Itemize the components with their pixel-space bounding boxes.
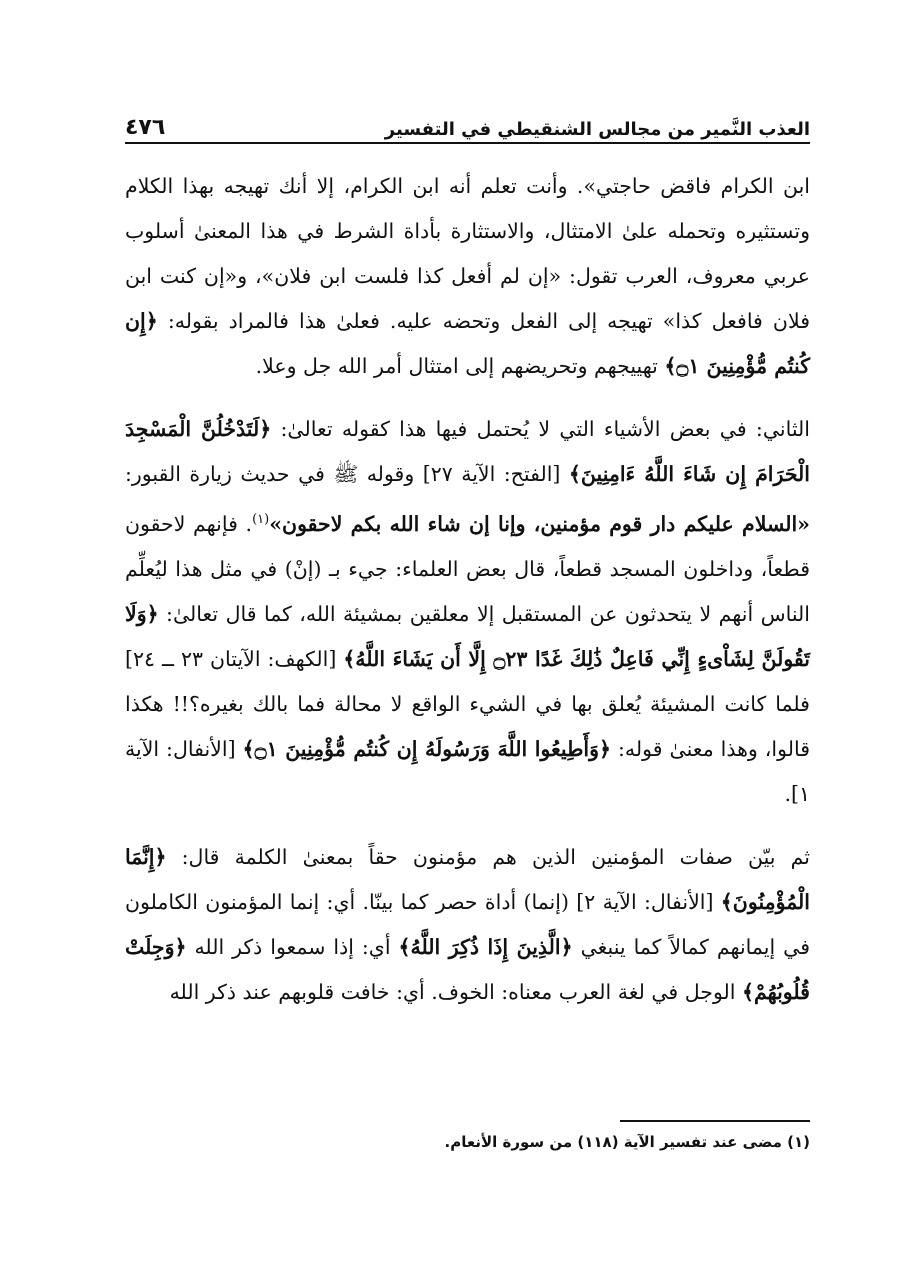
page-number: ٤٧٦ bbox=[125, 115, 166, 140]
text-segment: . فإنهم لاحقون قطعاً، وداخلون المسجد قطعاً، قال بعض العلماء: جيء بـ (إنْ) في مثل هذا ليُعلِّم الناس أنهم لا يتحدثون عن المستقبل إلا معلقين بمشيئة الله، كما قال تعالىٰ: bbox=[125, 511, 811, 626]
quran-verse: ﴿إِنَّمَا الْمُؤْمِنُونَ﴾ bbox=[125, 844, 810, 914]
quran-verse: ﴿إِن كُنتُم مُّؤْمِنِينَ ۝١﴾ bbox=[125, 309, 810, 378]
text-segment: [الأنفال: الآية ٢] (إنما) أداة حصر كما بينّا. أي: إنما المؤمنون الكاملون في إيمانهم كمالاً كما ينبغي bbox=[125, 889, 811, 959]
text-segment: الثاني: في بعض الأشياء التي لا يُحتمل فيها هذا كقوله تعالىٰ: bbox=[271, 417, 810, 441]
paragraph bbox=[125, 164, 810, 389]
running-title: العذب النَّمير من مجالس الشنقيطي في التفسير bbox=[384, 119, 810, 140]
text-segment: ثم بيّن صفات المؤمنين الذين هم مؤمنون حقاً بمعنىٰ الكلمة قال: bbox=[166, 844, 810, 869]
quran-verse: ﴿وَجِلَتْ قُلُوبُهُمْ﴾ bbox=[125, 934, 810, 1004]
footnote-ref: (١) bbox=[252, 512, 270, 527]
running-header bbox=[125, 100, 810, 144]
footnote-divider bbox=[620, 1120, 810, 1122]
text-segment: ابن الكرام فاقض حاجتي». وأنت تعلم أنه ابن الكرام، إلا أنك تهيجه بهذا الكلام وتستثيره وتحمله علىٰ الامتثال، والاستثارة بأداة الشرط في هذا المعنىٰ أسلوب عربي معروف، العرب تقول: «إن لم أفعل كذا فلست ابن فلان»، و«إن كنت ابن فلان فافعل كذا» تهيجه إلى الفعل وتحضه عليه. فعلىٰ هذا فالمراد بقوله: bbox=[125, 174, 810, 333]
hadith-quote: «السلام عليكم دار قوم مؤمنين، وإنا إن شاء الله بكم لاحقون» bbox=[269, 511, 810, 536]
paragraph bbox=[125, 407, 810, 817]
quran-verse: ﴿وَلَا تَقُولَنَّ لِشَاْىءٍ إِنِّي فَاعِلٌ ذَٰلِكَ غَدًا ۝٢٣ إِلَّا أَن يَشَاءَ اللَّهُ﴾ bbox=[125, 601, 811, 671]
text-segment: أي: إذا سمعوا ذكر الله bbox=[186, 934, 399, 959]
quran-verse: ﴿وَأَطِيعُوا اللَّهَ وَرَسُولَهُ إِن كُنتُم مُّؤْمِنِينَ ۝١﴾ bbox=[242, 736, 612, 761]
text-segment: [الفتح: الآية ٢٧] وقوله ﷺ في حديث زيارة القبور: bbox=[125, 462, 569, 486]
quran-verse: ﴿الَّذِينَ إِذَا ذُكِرَ اللَّهُ﴾ bbox=[398, 934, 573, 959]
paragraph bbox=[125, 835, 810, 1015]
book-page bbox=[125, 100, 810, 1200]
text-segment: الوجل في لغة العرب معناه: الخوف. أي: خافت قلوبهم عند ذكر الله bbox=[169, 979, 742, 1004]
text-segment: [الأنفال: الآية ١]. bbox=[125, 736, 810, 806]
text-segment: تهييجهم وتحريضهم إلى امتثال أمر الله جل وعلا. bbox=[255, 354, 665, 378]
body-text bbox=[125, 164, 810, 1015]
footnote: (١) مضى عند تفسير الآية (١١٨) من سورة الأنعام. bbox=[444, 1133, 810, 1151]
text-segment: [الكهف: الآيتان ٢٣ ــ ٢٤] فلما كانت المشيئة يُعلق بها في الشيء الواقع لا محالة فما بالك بغيره؟!! هكذا قالوا، وهذا معنىٰ قوله: bbox=[125, 646, 810, 761]
quran-verse: ﴿لَتَدْخُلُنَّ الْمَسْجِدَ الْحَرَامَ إِن شَاءَ اللَّهُ ءَامِنِينَ﴾ bbox=[125, 417, 810, 486]
